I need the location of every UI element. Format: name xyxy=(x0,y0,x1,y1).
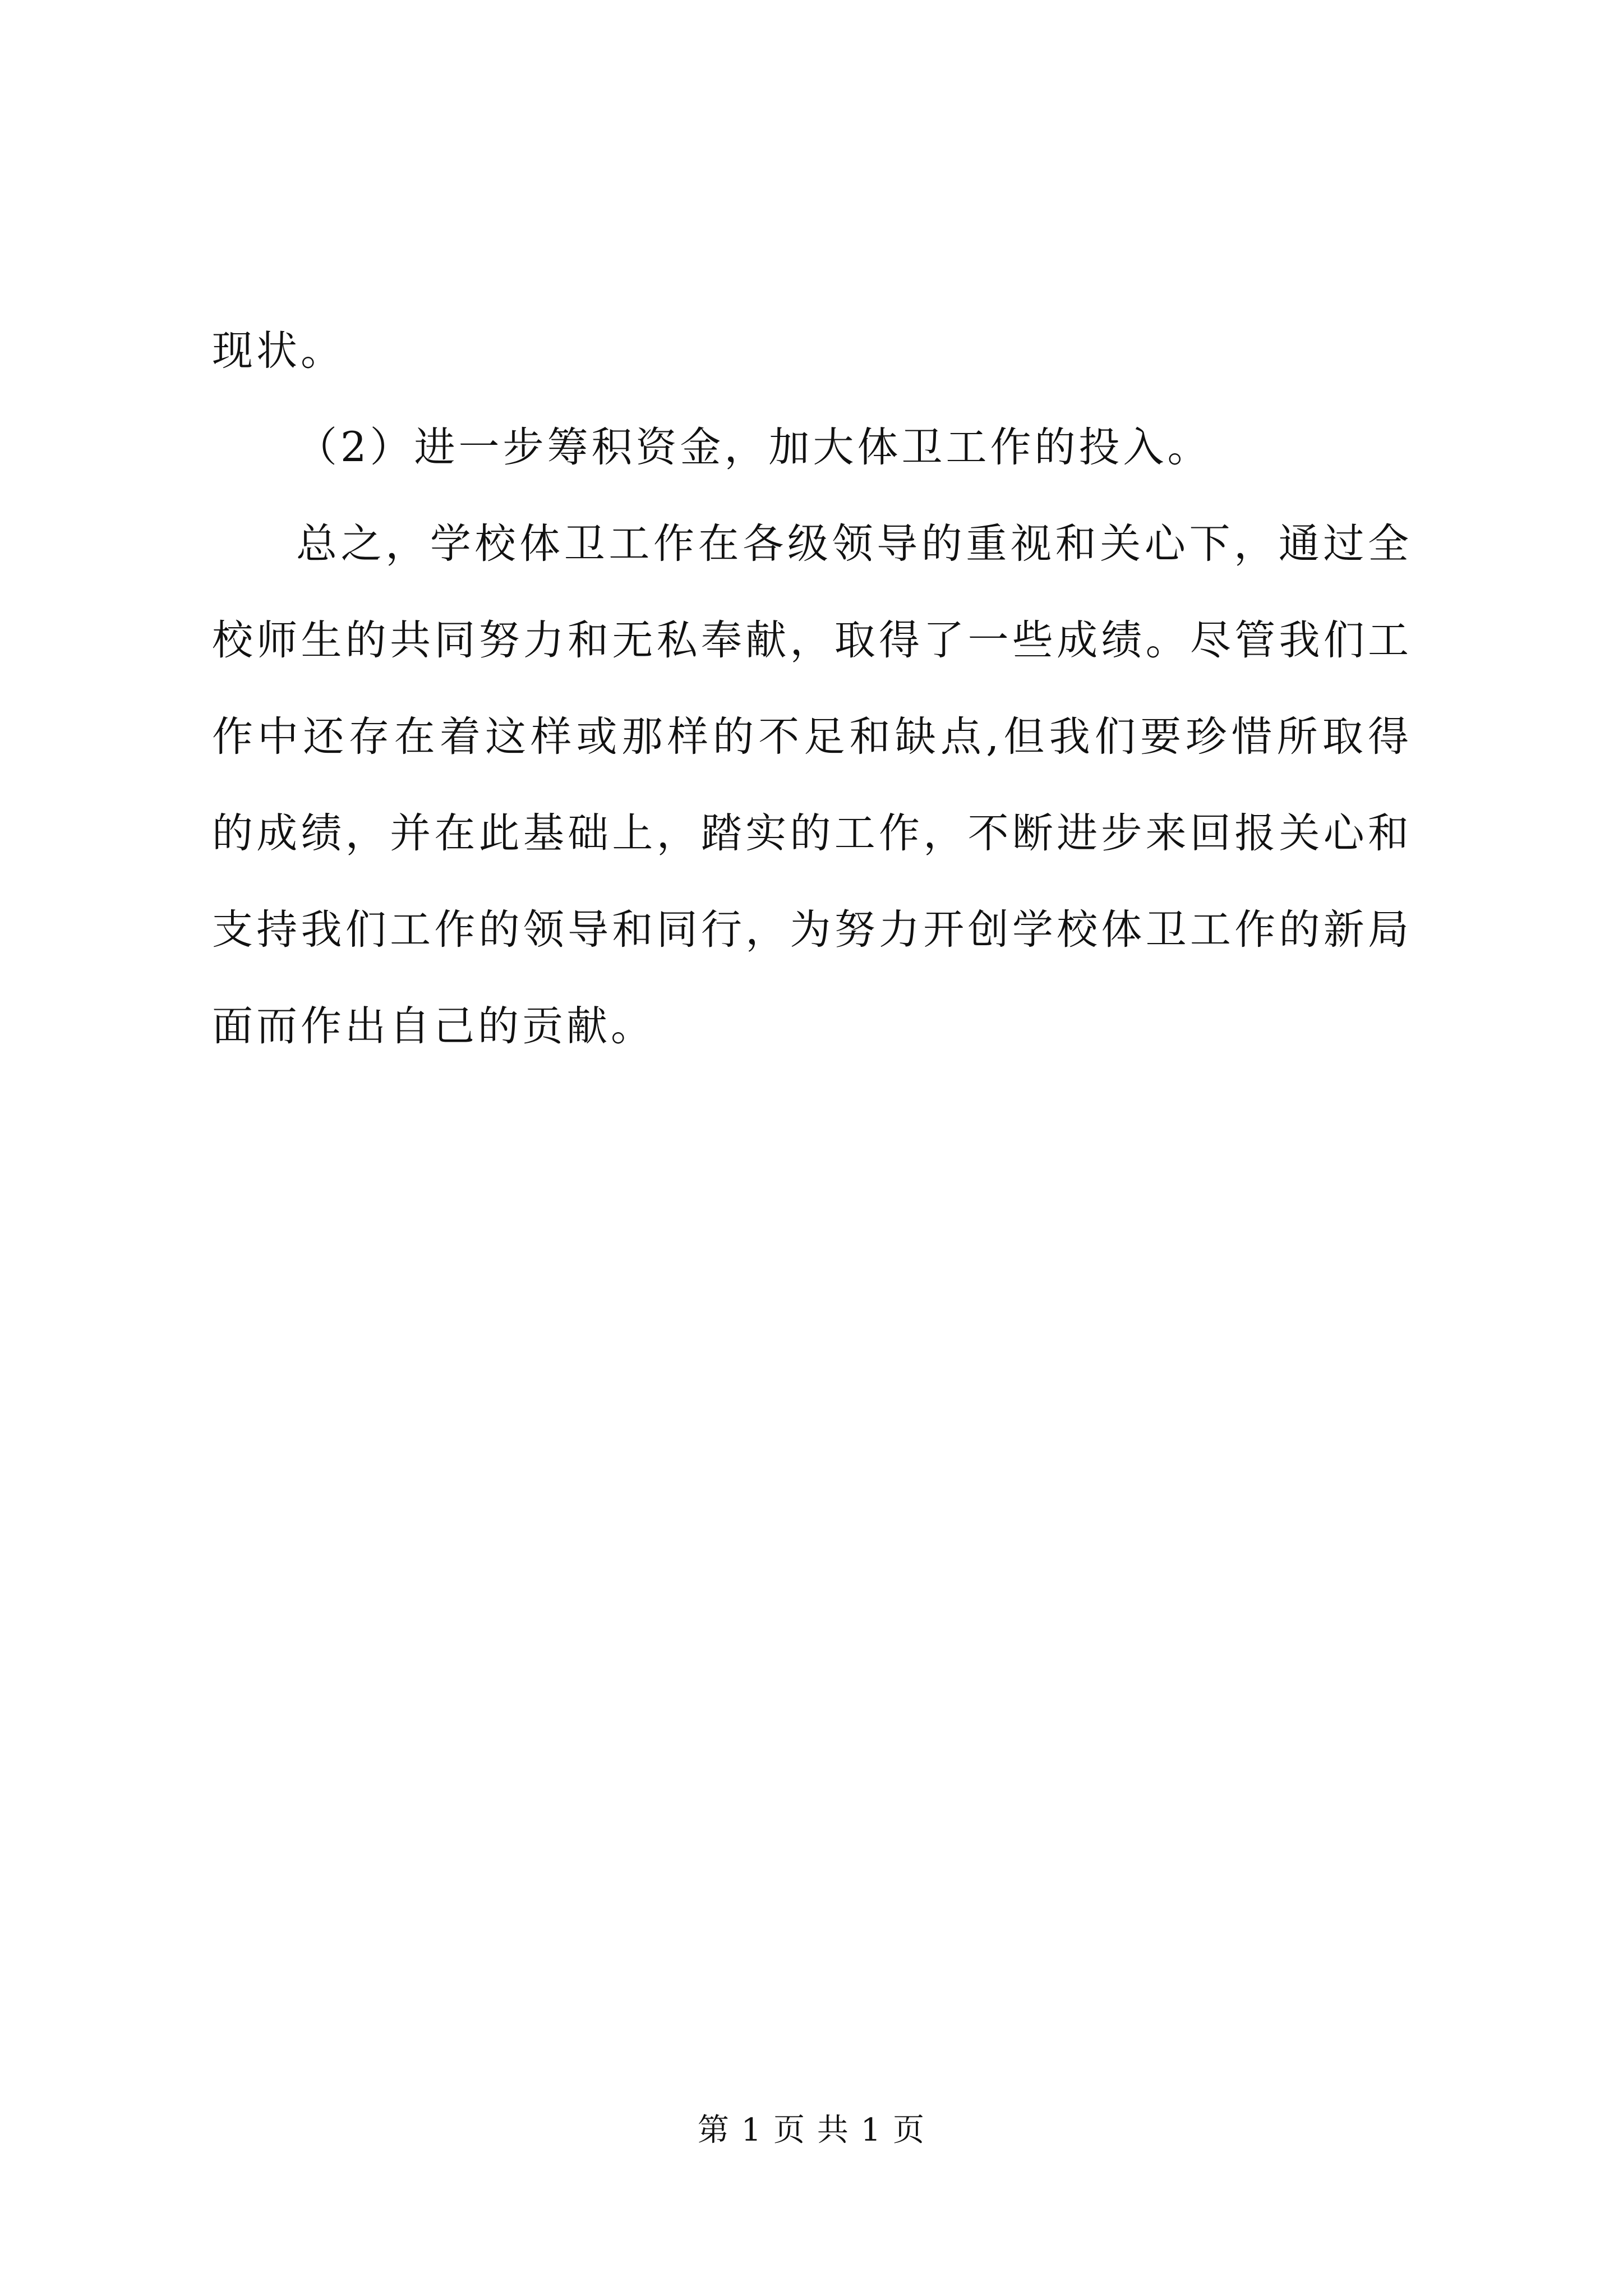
paragraph-funding-item: （2）进一步筹积资金，加大体卫工作的投入。 xyxy=(296,424,1212,471)
paragraph-conclusion: 总之，学校体卫工作在各级领导的重视和关心下，通过全校师生的共同努力和无私奉献，取得了一些成绩。尽管我们工作中还存在着这样或那样的不足和缺点,但我们要珍惜所取得的成绩，并在此基础上，踏实的工作，不断进步来回报关心和支持我们工作的领导和同行，为努力开创学校体卫工作的新局面而作出自己的贡献。 xyxy=(212,520,1412,1050)
page-footer: 第 1 页 共 1 页 xyxy=(697,2112,926,2148)
paragraph-status-fragment: 现状。 xyxy=(212,327,345,375)
document-body xyxy=(212,303,1412,1075)
